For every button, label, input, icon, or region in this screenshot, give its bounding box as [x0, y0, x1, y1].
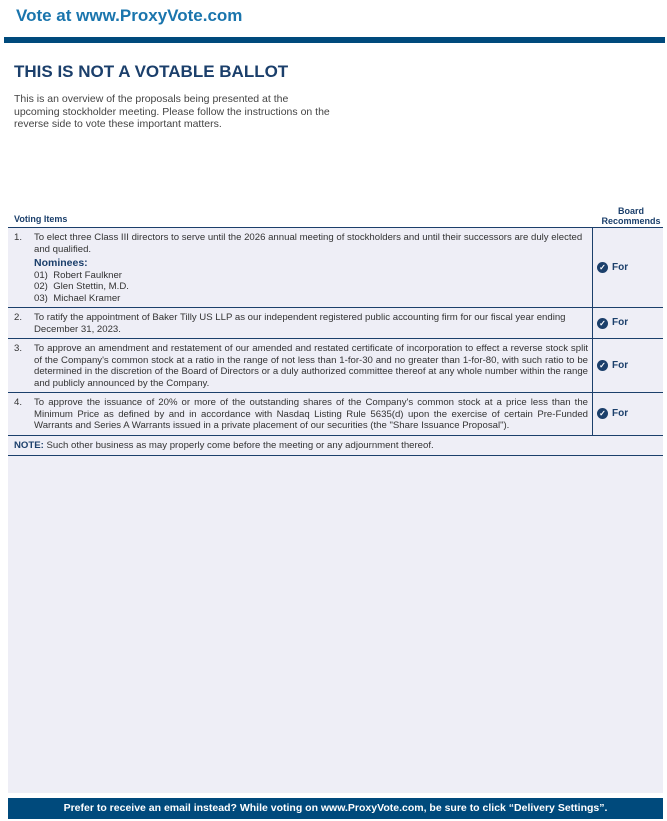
- proxyvote-header: Vote at www.ProxyVote.com: [16, 6, 243, 25]
- item-text: To approve the issuance of 20% or more of the outstanding shares of the Company's common stock at a price less than the Minimum Price as defined by and in accordance with Nasdaq Listing Rule 5635(d) upon the exercise of certain Pre-Funded Warrants and Series A Warrants issued in a private placement of our securities (the "Share Issuance Proposal").: [34, 397, 588, 431]
- board-recommends-header: Board Recommends: [601, 206, 661, 226]
- item-text: To approve an amendment and restatement of our amended and restated certificate of incorporation to effect a reverse stock split of the Company's common stock at a ratio in the range of not less than 1-for-30 and no greater than 1-for-80, with such ratio to be determined in the discretion of the Board of Directors or a duly authorized committee thereof at any whole number within the range and publicly announced by the Company.: [34, 343, 588, 389]
- check-icon: ✓: [597, 318, 608, 329]
- nominees-label: Nominees:: [34, 257, 88, 269]
- recommendation: For: [612, 261, 629, 273]
- item-number: 3.: [14, 343, 23, 354]
- table-row: [8, 393, 663, 436]
- note-text: Such other business as may properly come before the meeting or any adjournment thereof.: [43, 439, 434, 451]
- footer-banner: Prefer to receive an email instead? While voting on www.ProxyVote.com, be sure to click “Delivery Settings”.: [8, 798, 663, 819]
- item-number: 1.: [14, 232, 23, 243]
- note-row: [8, 436, 663, 456]
- nominee: 01) Robert Faulkner: [34, 269, 122, 281]
- intro-text: This is an overview of the proposals being presented at the upcoming stockholder meeting. Please follow the instructions on the reverse side to vote these important matters.: [14, 93, 330, 130]
- recommendation: For: [612, 359, 629, 371]
- check-icon: ✓: [597, 262, 608, 273]
- note-label: NOTE:: [14, 439, 44, 451]
- table-row: [8, 308, 663, 339]
- page-title: THIS IS NOT A VOTABLE BALLOT: [14, 62, 289, 81]
- table-row: [8, 228, 663, 308]
- item-text: To elect three Class III directors to serve until the 2026 annual meeting of stockholders and until their successors are duly elected and qualified.: [34, 232, 583, 255]
- table-row: [8, 339, 663, 393]
- recommendation: For: [612, 317, 629, 329]
- check-icon: ✓: [597, 360, 608, 371]
- nominee: 03) Michael Kramer: [34, 292, 121, 304]
- item-number: 2.: [14, 312, 23, 323]
- item-number: 4.: [14, 397, 23, 408]
- recommendation: For: [612, 408, 629, 419]
- item-text: To ratify the appointment of Baker Tilly US LLP as our independent registered public accounting firm for our fiscal year ending December 31, 2023.: [34, 312, 566, 335]
- nominee: 02) Glen Stettin, M.D.: [34, 281, 129, 292]
- voting-items-header: Voting Items: [14, 214, 68, 224]
- voting-items-table: [8, 227, 663, 456]
- header-divider: [4, 37, 665, 43]
- check-icon: ✓: [597, 408, 608, 419]
